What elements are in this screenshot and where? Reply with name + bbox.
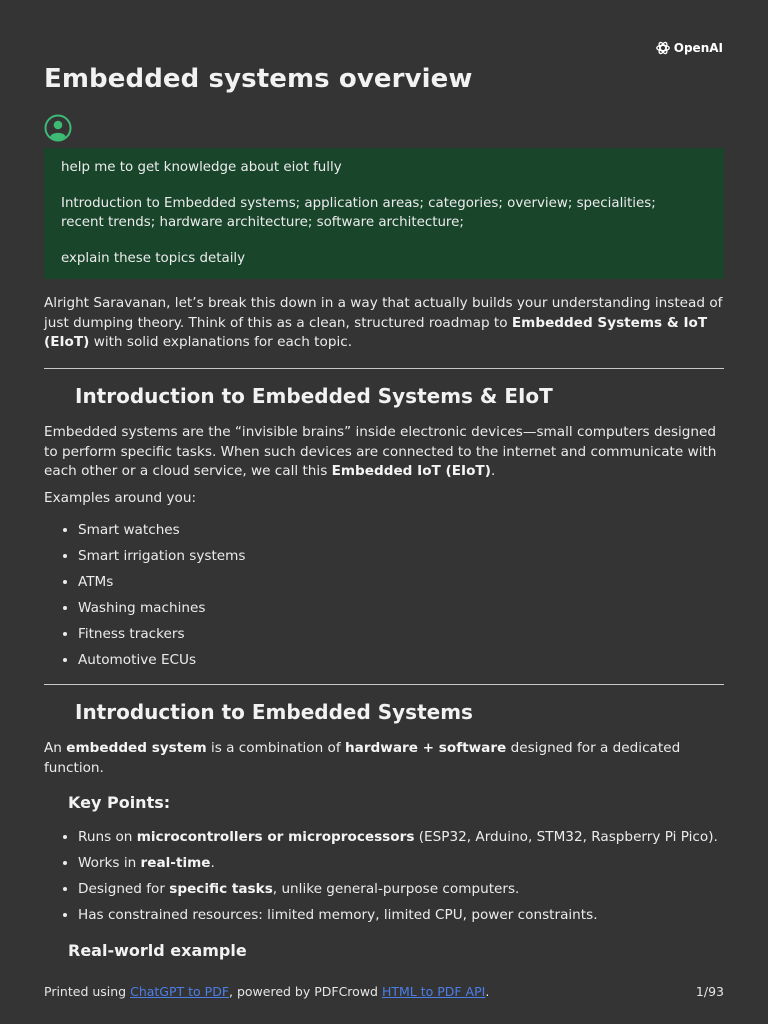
section-embedded-paragraph	[44, 739, 724, 778]
openai-icon	[655, 40, 671, 56]
list-item: • Has constrained resources: limited memory, limited CPU, power constraints.	[78, 906, 724, 926]
embedded-text: designed for a dedicated function.	[44, 740, 681, 776]
list-item: • Runs on microcontrollers or microprocessors (ESP32, Arduino, STM32, Raspberry Pi Pico).	[78, 828, 724, 848]
section-heading-eiot: Introduction to Embedded Systems & EIoT	[75, 383, 553, 408]
eiot-text: Embedded systems are the “invisible brains” inside electronic devices—small computers designed to perform specific tasks. When such devices are connected to the internet and communicate with each other or a cloud service, we call this	[44, 424, 717, 479]
user-avatar-icon	[44, 114, 72, 142]
footer-credit	[44, 984, 489, 999]
page-number: 1/93	[695, 984, 724, 999]
embedded-text: is a combination of	[206, 740, 345, 756]
prompt-topics	[61, 195, 707, 232]
examples-list	[44, 521, 724, 671]
embedded-text: An	[44, 740, 67, 756]
list-item: • Washing machines	[78, 599, 724, 619]
list-item: • Fitness trackers	[78, 625, 724, 645]
eiot-bold: Embedded IoT (EIoT)	[331, 463, 491, 479]
openai-logo-text: OpenAI	[673, 41, 723, 55]
divider	[44, 684, 724, 685]
key-points-heading: Key Points:	[68, 793, 171, 812]
intro-bold: Embedded Systems & IoT (EIoT)	[44, 314, 708, 350]
eiot-text-end: .	[490, 463, 496, 479]
prompt-line: help me to get knowledge about eiot fully	[61, 160, 342, 175]
list-item: • ATMs	[78, 573, 724, 593]
list-item: • Automotive ECUs	[78, 651, 724, 671]
list-item: • Smart irrigation systems	[78, 547, 724, 567]
key-points-list	[44, 828, 724, 926]
openai-logo	[655, 40, 723, 56]
page-title: Embedded systems overview	[44, 64, 473, 94]
embedded-bold: hardware + software	[344, 740, 507, 756]
list-item: • Works in real-time.	[78, 854, 724, 874]
chatgpt-to-pdf-link[interactable]: ChatGPT to PDF	[130, 984, 230, 999]
section-eiot-paragraph	[44, 423, 724, 482]
intro-text-end: with solid explanations for each topic.	[89, 334, 353, 350]
divider	[44, 368, 724, 369]
footer-text: Printed using	[44, 984, 131, 999]
intro-text: Alright Saravanan, let’s break this down in a way that actually builds your understanding instead of just dumping theory. Think of this as a clean, structured roadmap to	[44, 295, 723, 331]
section-heading-embedded: Introduction to Embedded Systems	[75, 699, 473, 724]
embedded-bold: embedded system	[66, 740, 207, 756]
page-footer	[44, 984, 724, 999]
html-to-pdf-api-link[interactable]: HTML to PDF API	[381, 984, 486, 999]
real-world-example-heading: Real-world example	[68, 941, 247, 960]
user-prompt-block	[44, 148, 724, 279]
examples-label: Examples around you:	[44, 489, 197, 506]
list-item: • Designed for specific tasks, unlike general-purpose computers.	[78, 880, 724, 900]
prompt-line: explain these topics detaily	[61, 250, 246, 266]
response-content	[44, 294, 724, 961]
footer-text: , powered by PDFCrowd	[229, 984, 382, 999]
footer-text: .	[485, 984, 490, 999]
list-item: • Smart watches	[78, 521, 724, 541]
prompt-topics-line-2: recent trends; hardware architecture; software architecture;	[61, 214, 464, 230]
intro-paragraph	[44, 294, 724, 353]
prompt-topics-line-1: Introduction to Embedded systems; application areas; categories; overview; specialities;	[61, 196, 656, 211]
